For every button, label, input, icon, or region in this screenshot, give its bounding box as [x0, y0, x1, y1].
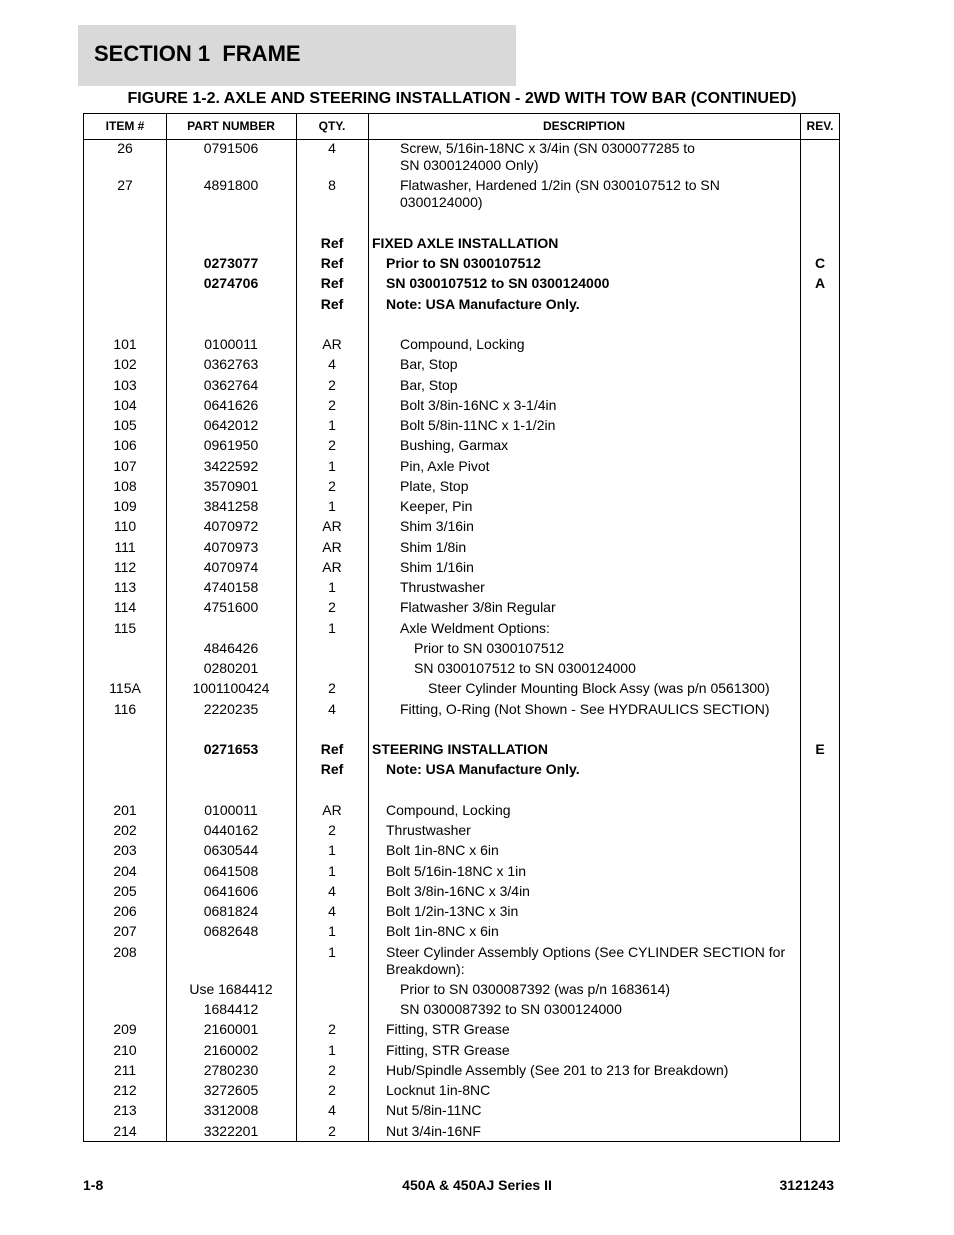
quantity: 2 — [328, 822, 336, 838]
item-number: 212 — [113, 1082, 137, 1098]
quantity: 2 — [328, 396, 336, 413]
part-number: 0642012 — [203, 417, 259, 433]
part-number: 0682648 — [203, 923, 259, 940]
quantity: 2 — [328, 477, 336, 494]
quantity: 1 — [328, 862, 336, 879]
revision: A — [814, 275, 826, 292]
description: Plate, Stop — [400, 477, 469, 494]
quantity: Ref — [320, 741, 344, 757]
quantity: 2 — [328, 1122, 336, 1139]
description: Prior to SN 0300107512 — [386, 255, 541, 271]
footer-doc-number: 3121243 — [779, 1177, 834, 1193]
quantity: Ref — [320, 234, 344, 251]
item-number: 206 — [113, 903, 137, 919]
item-number: 213 — [113, 1102, 137, 1119]
description: Note: USA Manufacture Only. — [386, 761, 580, 778]
item-number: 113 — [113, 579, 137, 595]
item-number: 115A — [109, 680, 141, 697]
part-number: 0362763 — [203, 356, 259, 373]
item-number: 209 — [113, 1021, 137, 1038]
column-divider — [368, 114, 369, 1141]
quantity: 2 — [328, 680, 336, 697]
header-rev: REV. — [806, 119, 834, 133]
part-number: 4751600 — [203, 599, 259, 616]
item-number: 207 — [113, 923, 137, 940]
quantity: 1 — [328, 498, 336, 514]
description: Steer Cylinder Mounting Block Assy (was p/n 0561300) — [428, 680, 770, 697]
description-continued: Breakdown): — [386, 960, 465, 977]
quantity: 1 — [328, 579, 336, 595]
item-number: 115 — [113, 619, 137, 636]
quantity: 2 — [328, 1082, 336, 1098]
quantity: 2 — [328, 1021, 336, 1038]
part-number: Use 1684412 — [189, 980, 273, 997]
description: Pin, Axle Pivot — [400, 457, 490, 474]
item-number: 202 — [113, 822, 137, 838]
description: Bolt 1in-8NC x 6in — [386, 923, 499, 940]
part-number: 4070974 — [203, 558, 259, 575]
description: Bushing, Garmax — [400, 437, 509, 454]
quantity: Ref — [320, 255, 344, 271]
part-number: 2780230 — [203, 1061, 259, 1078]
quantity: AR — [322, 558, 342, 575]
revision: C — [814, 255, 826, 271]
description-continued: 0300124000) — [400, 194, 483, 211]
description: Prior to SN 0300087392 (was p/n 1683614) — [400, 980, 671, 997]
quantity: 1 — [328, 619, 336, 636]
part-number: 3322201 — [203, 1122, 259, 1139]
revision: E — [815, 741, 825, 757]
quantity: 1 — [328, 923, 336, 940]
part-number: 4846426 — [203, 639, 259, 656]
part-number: 0100011 — [204, 801, 258, 818]
part-number: 0641508 — [203, 862, 259, 879]
quantity: 1 — [328, 417, 336, 433]
part-number: 3570901 — [203, 477, 259, 494]
quantity: Ref — [320, 761, 344, 778]
quantity: 2 — [328, 376, 336, 393]
description: Compound, Locking — [400, 336, 525, 352]
spacer-row — [84, 215, 839, 235]
quantity: AR — [322, 801, 342, 818]
quantity: AR — [322, 518, 342, 535]
description: Note: USA Manufacture Only. — [386, 295, 580, 312]
spacer-row — [84, 316, 839, 336]
description: Hub/Spindle Assembly (See 201 to 213 for Breakdown) — [386, 1061, 729, 1078]
description: Bolt 5/16in-18NC x 1in — [386, 862, 527, 879]
item-number: 211 — [113, 1061, 137, 1078]
part-number: 4070973 — [203, 538, 259, 555]
description: Bar, Stop — [400, 356, 458, 373]
part-number: 3272605 — [203, 1082, 259, 1098]
part-number: 3312008 — [203, 1102, 259, 1119]
item-number: 27 — [117, 177, 133, 194]
description: Fitting, O-Ring (Not Shown - See HYDRAULICS SECTION) — [400, 700, 770, 717]
part-number: 2160001 — [203, 1021, 259, 1038]
description: Prior to SN 0300107512 — [414, 639, 565, 656]
part-number: 0630544 — [203, 842, 259, 859]
quantity: Ref — [320, 295, 344, 312]
spacer-row — [84, 782, 839, 802]
description: Shim 1/16in — [400, 558, 474, 575]
item-number: 111 — [114, 538, 136, 555]
part-number: 0681824 — [203, 903, 259, 919]
part-number: 0273077 — [203, 255, 259, 271]
item-number: 208 — [113, 943, 137, 960]
description: Thrustwasher — [400, 579, 485, 595]
section-title: SECTION 1 FRAME — [94, 41, 301, 66]
description: Bolt 1/2in-13NC x 3in — [386, 903, 519, 919]
item-number: 112 — [113, 558, 137, 575]
quantity: 4 — [328, 882, 336, 899]
part-number: 0274706 — [203, 275, 259, 292]
item-number: 103 — [113, 376, 137, 393]
description: Shim 1/8in — [400, 538, 467, 555]
header-item: ITEM # — [105, 119, 145, 133]
description: Compound, Locking — [386, 801, 511, 818]
description: Bar, Stop — [400, 376, 458, 393]
description: SN 0300087392 to SN 0300124000 — [400, 1001, 622, 1017]
description: Bolt 3/8in-16NC x 3/4in — [386, 882, 530, 899]
parts-table — [83, 113, 840, 1142]
quantity: 1 — [328, 842, 336, 859]
description: Fitting, STR Grease — [386, 1041, 510, 1058]
item-number: 109 — [113, 498, 137, 514]
quantity: 1 — [328, 943, 336, 960]
header-description: DESCRIPTION — [542, 119, 625, 133]
part-number: 0641606 — [203, 882, 259, 899]
item-number: 107 — [113, 457, 137, 474]
quantity: 2 — [328, 1061, 336, 1078]
item-number: 210 — [113, 1041, 137, 1058]
part-number: 4740158 — [203, 579, 259, 595]
quantity: 4 — [328, 140, 336, 156]
item-number: 101 — [113, 336, 137, 352]
description: Screw, 5/16in-18NC x 3/4in (SN 0300077285 to — [400, 140, 695, 156]
footer-page-number: 1-8 — [83, 1177, 104, 1193]
part-number: 0271653 — [203, 741, 259, 757]
part-number: 3422592 — [203, 457, 259, 474]
description: Bolt 5/8in-11NC x 1-1/2in — [400, 417, 556, 433]
quantity: 1 — [328, 1041, 336, 1058]
part-number: 4070972 — [203, 518, 259, 535]
item-number: 105 — [113, 417, 137, 433]
figure-title: FIGURE 1-2. AXLE AND STEERING INSTALLATION - 2WD WITH TOW BAR (CONTINUED) — [127, 90, 797, 107]
quantity: 4 — [328, 700, 336, 717]
item-number: 214 — [113, 1122, 137, 1139]
header-qty: QTY. — [318, 119, 346, 133]
part-number: 0961950 — [203, 437, 259, 454]
description: Keeper, Pin — [400, 498, 473, 514]
part-number: 0100011 — [204, 336, 258, 352]
part-number: 0641626 — [203, 396, 259, 413]
item-number: 102 — [113, 356, 137, 373]
part-number: 1684412 — [203, 1001, 259, 1017]
part-number: 4891800 — [203, 177, 259, 194]
description: Steer Cylinder Assembly Options (See CYLINDER SECTION for — [386, 943, 786, 960]
description: Nut 3/4in-16NF — [386, 1122, 481, 1139]
description: FIXED AXLE INSTALLATION — [372, 234, 559, 251]
quantity: AR — [322, 336, 342, 352]
description: Axle Weldment Options: — [400, 619, 550, 636]
description: Flatwasher, Hardened 1/2in (SN 0300107512 to SN — [400, 177, 720, 194]
quantity: 8 — [328, 177, 336, 194]
item-number: 201 — [113, 801, 137, 818]
description: Bolt 1in-8NC x 6in — [386, 842, 499, 859]
description: SN 0300107512 to SN 0300124000 — [386, 275, 610, 292]
part-number: 0791506 — [203, 140, 259, 156]
description: Fitting, STR Grease — [386, 1021, 510, 1038]
quantity: 1 — [328, 457, 336, 474]
item-number: 106 — [113, 437, 137, 454]
part-number: 2220235 — [203, 700, 259, 717]
description: Thrustwasher — [386, 822, 471, 838]
item-number: 203 — [113, 842, 137, 859]
description: SN 0300107512 to SN 0300124000 — [414, 660, 636, 676]
item-number: 26 — [117, 140, 133, 156]
description: Shim 3/16in — [400, 518, 474, 535]
part-number: 3841258 — [203, 498, 259, 514]
item-number: 205 — [113, 882, 137, 899]
quantity: 4 — [328, 1102, 336, 1119]
quantity: 2 — [328, 599, 336, 616]
description: STEERING INSTALLATION — [372, 741, 549, 757]
quantity: 4 — [328, 356, 336, 373]
item-number: 114 — [113, 599, 137, 616]
description: Locknut 1in-8NC — [386, 1082, 491, 1098]
quantity: 4 — [328, 903, 336, 919]
item-number: 204 — [113, 862, 137, 879]
part-number: 0280201 — [203, 660, 259, 676]
footer-model: 450A & 450AJ Series II — [402, 1177, 552, 1193]
description-continued: SN 0300124000 Only) — [400, 157, 539, 173]
part-number: 0440162 — [203, 822, 259, 838]
item-number: 110 — [113, 518, 137, 535]
part-number: 0362764 — [203, 376, 259, 393]
header-part-number: PART NUMBER — [187, 119, 275, 133]
quantity: 2 — [328, 437, 336, 454]
part-number: 1001100424 — [192, 680, 270, 697]
description: Nut 5/8in-11NC — [386, 1102, 482, 1119]
item-number: 116 — [113, 700, 137, 717]
quantity: AR — [322, 538, 342, 555]
item-number: 108 — [113, 477, 137, 494]
part-number: 2160002 — [203, 1041, 259, 1058]
description: Bolt 3/8in-16NC x 3-1/4in — [400, 396, 557, 413]
item-number: 104 — [113, 396, 137, 413]
quantity: Ref — [320, 275, 344, 292]
description: Flatwasher 3/8in Regular — [400, 599, 556, 616]
spacer-row — [84, 721, 839, 741]
